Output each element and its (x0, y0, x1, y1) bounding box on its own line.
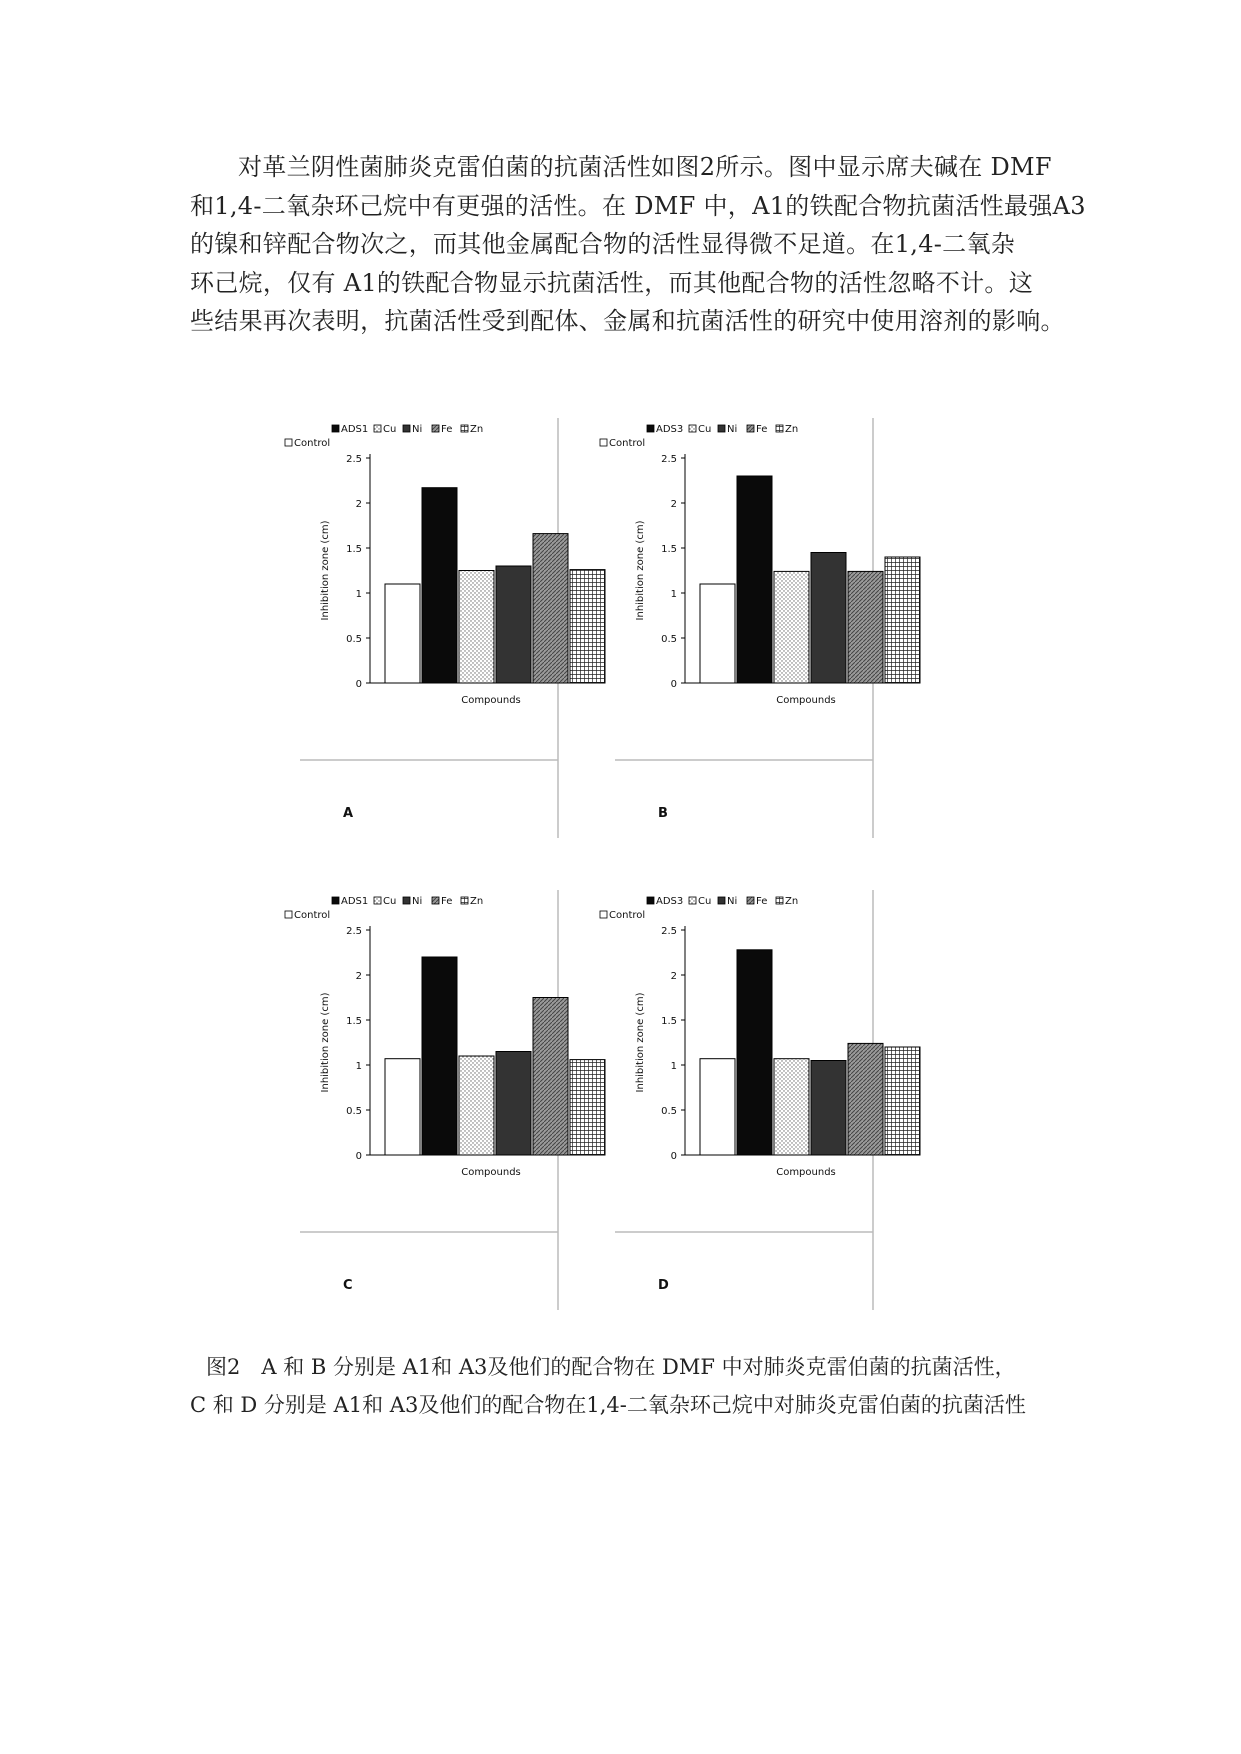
legend-swatch-fe (747, 897, 754, 904)
bar-control (700, 1059, 735, 1155)
bar-ads1 (422, 488, 457, 683)
bar-fe (848, 1043, 883, 1155)
y-tick-label: 1 (355, 589, 362, 600)
legend-swatch-zn (461, 425, 468, 432)
caption-line: 图2 A 和 B 分别是 A1和 A3及他们的配合物在 DMF 中对肺炎克雷伯菌的抗菌活性， (206, 1355, 1016, 1379)
bar-fe (848, 571, 883, 683)
figure-caption (190, 1348, 1070, 1424)
legend-swatch-ads3 (647, 897, 654, 904)
legend-swatch-fe (432, 425, 439, 432)
legend-swatch-ni (718, 425, 725, 432)
legend-swatch-control (600, 439, 607, 446)
legend-label-zn: Zn (470, 424, 484, 435)
bar-ads1 (422, 957, 457, 1155)
bar-cu (459, 571, 494, 684)
y-tick-label: 0 (670, 1151, 677, 1162)
legend-label-fe: Fe (756, 424, 768, 435)
legend-swatch-cu (374, 425, 381, 432)
bar-control (700, 584, 735, 683)
panel-label: D (658, 1278, 669, 1293)
body-paragraph (190, 148, 1086, 341)
panel-label: B (658, 806, 668, 821)
y-tick-label: 0 (355, 1151, 362, 1162)
legend-label-fe: Fe (756, 896, 768, 907)
legend-swatch-control (285, 911, 292, 918)
chart-panel-d (609, 890, 935, 1350)
legend-swatch-control (600, 911, 607, 918)
y-tick-label: 1 (670, 1061, 677, 1072)
chart-panel-b (609, 418, 935, 878)
bar-control (385, 1059, 420, 1155)
chart-panel-c (294, 890, 620, 1350)
bar-ads3 (737, 950, 772, 1155)
legend-swatch-zn (776, 425, 783, 432)
legend-label-cu: Cu (698, 424, 712, 435)
bar-cu (774, 571, 809, 683)
y-tick-label: 2.5 (661, 926, 677, 937)
paragraph-line: 些结果再次表明，抗菌活性受到配体、金属和抗菌活性的研究中使用溶剂的影响。 (190, 307, 1065, 335)
legend-label-cu: Cu (698, 896, 712, 907)
legend-label-ads1: ADS1 (341, 424, 369, 435)
legend-label-cu: Cu (383, 424, 397, 435)
legend-label-zn: Zn (785, 896, 799, 907)
y-tick-label: 2.5 (346, 926, 362, 937)
y-tick-label: 1.5 (346, 1016, 362, 1027)
y-tick-label: 0.5 (346, 634, 362, 645)
y-tick-label: 0.5 (661, 1106, 677, 1117)
bar-cu (774, 1059, 809, 1155)
y-axis-label: Inhibition zone (cm) (635, 520, 646, 621)
x-axis-label: Compounds (776, 1167, 836, 1178)
legend-label-ni: Ni (727, 896, 738, 907)
bar-fe (533, 534, 568, 683)
caption-line: C 和 D 分别是 A1和 A3及他们的配合物在1,4-二氧杂环己烷中对肺炎克雷伯菌的抗菌活性 (190, 1393, 1026, 1417)
legend-label-ni: Ni (412, 896, 423, 907)
legend-label-zn: Zn (785, 424, 799, 435)
x-axis-label: Compounds (461, 695, 521, 706)
y-tick-label: 2 (355, 499, 362, 510)
legend-swatch-cu (374, 897, 381, 904)
panel-label: A (343, 806, 354, 821)
legend-label-ni: Ni (727, 424, 738, 435)
y-tick-label: 2 (670, 971, 677, 982)
legend-label-control: Control (609, 910, 646, 921)
legend-label-zn: Zn (470, 896, 484, 907)
y-tick-label: 1.5 (661, 544, 677, 555)
y-axis-label: Inhibition zone (cm) (635, 992, 646, 1093)
legend-swatch-fe (747, 425, 754, 432)
y-tick-label: 2 (670, 499, 677, 510)
bar-control (385, 584, 420, 683)
legend-swatch-ads3 (647, 425, 654, 432)
legend-label-control: Control (294, 438, 331, 449)
legend-label-control: Control (294, 910, 331, 921)
legend-swatch-ads1 (332, 897, 339, 904)
bar-ads3 (737, 476, 772, 683)
y-tick-label: 1 (670, 589, 677, 600)
legend-label-cu: Cu (383, 896, 397, 907)
legend-swatch-control (285, 439, 292, 446)
legend-swatch-zn (776, 897, 783, 904)
bar-zn (885, 557, 920, 683)
y-tick-label: 2 (355, 971, 362, 982)
legend-swatch-fe (432, 897, 439, 904)
bar-zn (885, 1047, 920, 1155)
legend-label-ads3: ADS3 (656, 896, 684, 907)
y-tick-label: 2.5 (661, 454, 677, 465)
paragraph-line: 和1,4-二氧杂环己烷中有更强的活性。在 DMF 中，A1的铁配合物抗菌活性最强A3 (190, 191, 1086, 220)
panel-label: C (343, 1278, 353, 1293)
y-tick-label: 2.5 (346, 454, 362, 465)
paragraph-line: 环己烷，仅有 A1的铁配合物显示抗菌活性，而其他配合物的活性忽略不计。这 (190, 268, 1034, 297)
legend-label-fe: Fe (441, 896, 453, 907)
chart-panel-a (294, 418, 620, 878)
legend-label-fe: Fe (441, 424, 453, 435)
bar-zn (570, 570, 605, 683)
x-axis-label: Compounds (461, 1167, 521, 1178)
legend-swatch-cu (689, 425, 696, 432)
bar-ni (811, 1061, 846, 1156)
y-tick-label: 1.5 (661, 1016, 677, 1027)
bar-ni (811, 553, 846, 684)
paragraph-line: 的镍和锌配合物次之，而其他金属配合物的活性显得微不足道。在1,4-二氧杂 (190, 230, 1016, 258)
y-tick-label: 1 (355, 1061, 362, 1072)
y-tick-label: 0 (670, 679, 677, 690)
paragraph-line: 对革兰阴性菌肺炎克雷伯菌的抗菌活性如图2所示。图中显示席夫碱在 DMF (238, 153, 1052, 181)
bar-zn (570, 1060, 605, 1155)
bar-ni (496, 1052, 531, 1156)
y-tick-label: 0 (355, 679, 362, 690)
bar-ni (496, 566, 531, 683)
bar-cu (459, 1056, 494, 1155)
legend-swatch-ads1 (332, 425, 339, 432)
legend-label-ads1: ADS1 (341, 896, 369, 907)
legend-swatch-ni (718, 897, 725, 904)
legend-swatch-ni (403, 897, 410, 904)
legend-label-ads3: ADS3 (656, 424, 684, 435)
y-axis-label: Inhibition zone (cm) (320, 992, 331, 1093)
legend-label-control: Control (609, 438, 646, 449)
y-axis-label: Inhibition zone (cm) (320, 520, 331, 621)
y-tick-label: 1.5 (346, 544, 362, 555)
legend-swatch-zn (461, 897, 468, 904)
legend-swatch-cu (689, 897, 696, 904)
legend-label-ni: Ni (412, 424, 423, 435)
x-axis-label: Compounds (776, 695, 836, 706)
y-tick-label: 0.5 (346, 1106, 362, 1117)
y-tick-label: 0.5 (661, 634, 677, 645)
legend-swatch-ni (403, 425, 410, 432)
bar-fe (533, 998, 568, 1156)
